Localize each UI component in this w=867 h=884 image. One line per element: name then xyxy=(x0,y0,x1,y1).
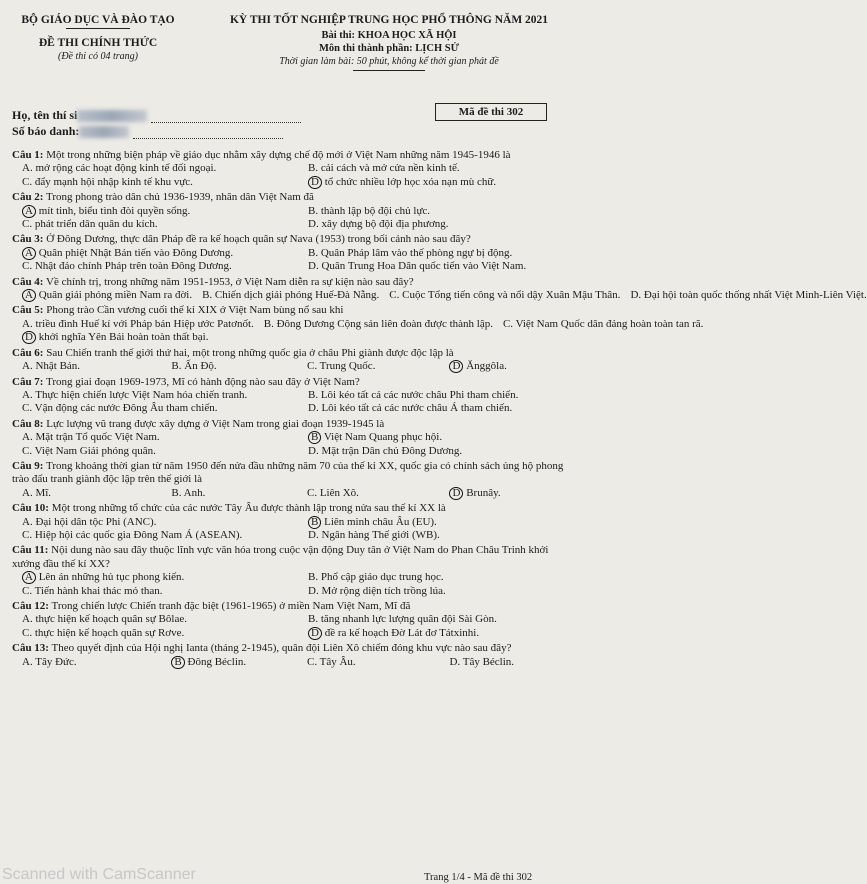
answer-option-text: Đông Béclin. xyxy=(184,655,247,668)
answer-option-text: tổ chức nhiều lớp học xóa nạn mù chữ. xyxy=(321,175,497,188)
question-number: Câu 11: xyxy=(12,544,49,557)
answer-option xyxy=(439,487,578,500)
question-text: Nội dung nào sau đây thuộc lĩnh vực văn hóa trong cuộc vận động Duy tân ở Việt Nam do Phan Châu Trinh khởi xướng đầu thế kỉ XX? xyxy=(12,544,549,570)
answer-option: B. Đông Dương Cộng sản liên đoàn được thành lập. xyxy=(263,317,493,330)
answer-option: A. Thực hiện chiến lược Việt Nam hóa chiến tranh. xyxy=(22,388,248,401)
answer-option: C. phát triển dân quân du kích. xyxy=(22,218,158,231)
question-number: Câu 8: xyxy=(12,417,44,430)
question-text: Theo quyết định của Hội nghị Ianta (tháng 2-1945), quân đội Liên Xô chiếm đóng khu vực nào sau đây? xyxy=(51,642,512,655)
question xyxy=(12,600,578,640)
circled-answer-letter: A xyxy=(22,289,36,302)
question-number: Câu 12: xyxy=(12,600,49,612)
question-stem xyxy=(12,191,578,204)
question xyxy=(12,149,578,189)
answer-option-text: Quân giải phóng miền Nam ra đời. xyxy=(35,289,193,302)
answer-option: D. Mở rộng diện tích trồng lúa. xyxy=(308,584,446,597)
name-dotted-line xyxy=(151,122,301,123)
question-number: Câu 4: xyxy=(12,275,44,288)
answer-option: D. Ngân hàng Thế giới (WB). xyxy=(308,528,440,541)
official-label: ĐỀ THI CHÍNH THỨC xyxy=(38,37,158,49)
answer-option: A. Mĩ. xyxy=(22,486,52,499)
answer-option: D. Lôi kéo tất cả các nước châu Á tham chiến. xyxy=(308,402,513,415)
question-text: Lực lượng vũ trang được xây dựng ở Việt Nam trong giai đoạn 1939-1945 là xyxy=(46,417,385,430)
question-stem xyxy=(12,544,578,571)
circled-answer-letter: D xyxy=(449,360,463,373)
question-stem xyxy=(12,276,578,289)
circled-answer-letter: A xyxy=(22,247,36,260)
answer-option: C. Việt Nam Giải phóng quân. xyxy=(22,444,156,457)
redacted-name xyxy=(77,110,147,122)
scanner-watermark: Scanned with CamScanner xyxy=(2,866,196,883)
question-text: Ở Đông Dương, thực dân Pháp đề ra kế hoạch quân sự Nava (1953) trong bối cảnh nào sau đây? xyxy=(46,233,471,246)
answer-option xyxy=(298,176,578,189)
answer-option xyxy=(439,360,578,373)
answer-option: C. Vận động các nước Đông Âu tham chiến. xyxy=(22,402,218,415)
answer-option: A. triều đình Huế kí với Pháp bản Hiệp ước Patơnốt. xyxy=(22,317,254,330)
answer-option: C. đẩy mạnh hội nhập kinh tế khu vực. xyxy=(22,175,193,188)
question-number: Câu 1: xyxy=(12,149,44,161)
candidate-id-row xyxy=(12,124,283,139)
answer-option-text: Lên án những hủ tục phong kiến. xyxy=(35,571,185,584)
question-text: Trong giai đoạn 1969-1973, Mĩ có hành động nào sau đây ở Việt Nam? xyxy=(46,375,360,388)
question-text: Về chính trị, trong những năm 1951-1953, ở Việt Nam diễn ra sự kiện nào sau đây? xyxy=(46,275,414,288)
question-text: Phong trào Cần vương cuối thế kỉ XIX ở Việt Nam bùng nổ sau khi xyxy=(46,304,344,317)
option-list xyxy=(12,247,578,274)
option-list xyxy=(12,613,578,640)
candidate-name-label: Họ, tên thí si xyxy=(12,108,78,122)
question xyxy=(12,544,578,598)
id-dotted-line xyxy=(133,138,283,139)
question-text: Trong chiến lược Chiến tranh đặc biệt (1961-1965) ở miền Nam Việt Nam, Mĩ đã xyxy=(51,600,411,612)
option-list xyxy=(12,389,578,416)
answer-option xyxy=(12,247,292,260)
question-number: Câu 7: xyxy=(12,375,44,388)
answer-option xyxy=(12,289,192,301)
question-text: Một trong những biện pháp về giáo dục nhằm xây dựng chế độ mới ở Việt Nam những năm 1945-1946 là xyxy=(46,149,511,161)
option-list xyxy=(12,656,578,669)
answer-option xyxy=(161,656,293,669)
header-right xyxy=(196,14,582,71)
circled-answer-letter: D xyxy=(22,331,36,344)
question xyxy=(12,460,578,500)
answer-option-text: Quân phiệt Nhật Bản tiến vào Đông Dương. xyxy=(35,246,234,259)
question xyxy=(12,418,578,458)
answer-option: D. Mặt trận Dân chủ Đông Dương. xyxy=(308,444,463,457)
question-stem xyxy=(12,600,578,613)
candidate-id-label: Số báo danh: xyxy=(12,124,80,138)
question-text: Sau Chiến tranh thế giới thứ hai, một trong những quốc gia ở châu Phi giành được độc lập là xyxy=(46,346,454,359)
answer-option: A. thực hiện kế hoạch quân sự Bôlae. xyxy=(22,613,187,626)
answer-option: C. Tiến hành khai thác mỏ than. xyxy=(22,584,163,597)
answer-option-text: Ănggôla. xyxy=(463,360,507,373)
answer-option: B. cải cách và mở cửa nền kinh tế. xyxy=(308,162,460,175)
answer-option xyxy=(12,571,292,584)
answer-option: D. Tây Béclin. xyxy=(449,655,515,668)
exam-code-box: Mã đề thi 302 xyxy=(435,103,547,121)
question-number: Câu 6: xyxy=(12,346,44,359)
question-stem xyxy=(12,347,578,360)
page-footer: Trang 1/4 - Mã đề thi 302 xyxy=(424,872,533,883)
answer-option: C. Liên Xô. xyxy=(306,486,359,499)
question-stem xyxy=(12,460,578,487)
question-stem xyxy=(12,149,578,162)
circled-answer-letter: A xyxy=(22,571,36,584)
answer-option: A. Nhật Bản. xyxy=(22,360,81,373)
question-stem xyxy=(12,418,578,431)
answer-option xyxy=(298,431,578,444)
answer-option: D. Quân Trung Hoa Dân quốc tiến vào Việt Nam. xyxy=(308,260,527,273)
ministry-name: BỘ GIÁO DỤC VÀ ĐÀO TẠO xyxy=(21,14,175,26)
question xyxy=(12,642,578,669)
answer-option: C. Tây Âu. xyxy=(306,655,356,668)
question-number: Câu 2: xyxy=(12,191,44,204)
question-stem xyxy=(12,502,578,515)
question-stem xyxy=(12,233,578,246)
answer-option xyxy=(298,516,578,529)
question-text: Trong khoảng thời gian từ năm 1950 đến nửa đầu những năm 70 của thế kỉ XX, quốc gia có chính sách ủng hộ phong trào đấu tranh giành độc lập trên thế giới là xyxy=(12,459,564,486)
circled-answer-letter: A xyxy=(22,205,36,218)
answer-option xyxy=(12,205,292,218)
question-stem xyxy=(12,642,578,655)
question xyxy=(12,275,867,303)
circled-answer-letter: D xyxy=(308,176,322,189)
question-number: Câu 13: xyxy=(12,642,49,655)
exam-title: KỲ THI TỐT NGHIỆP TRUNG HỌC PHỔ THÔNG NĂM 2021 xyxy=(229,14,549,26)
answer-option: B. Chiến dịch giải phóng Huế-Đà Nẵng. xyxy=(202,289,380,302)
question-number: Câu 5: xyxy=(12,304,44,317)
answer-option: B. tăng nhanh lực lượng quân đội Sài Gòn. xyxy=(308,613,497,626)
answer-option: A. mở rộng các hoạt động kinh tế đối ngoại. xyxy=(22,162,217,175)
question-stem xyxy=(12,376,578,389)
question-text: Trong phong trào dân chủ 1936-1939, nhân dân Việt Nam đã xyxy=(46,191,314,204)
option-list xyxy=(12,360,578,373)
option-list xyxy=(12,289,867,302)
question-number: Câu 3: xyxy=(12,233,44,246)
answer-option-text: Việt Nam Quang phục hội. xyxy=(321,431,443,444)
option-list xyxy=(12,317,704,345)
question-number: Câu 9: xyxy=(12,459,44,472)
option-list xyxy=(12,205,578,232)
answer-option: D. Đại hội toàn quốc thống nhất Việt Minh-Liên Việt. xyxy=(630,289,867,302)
answer-option-text: Liên minh châu Âu (EU). xyxy=(321,515,437,528)
answer-option: C. Việt Nam Quốc dân đảng hoàn toàn tan rã. xyxy=(502,317,704,330)
circled-answer-letter: D xyxy=(308,627,322,640)
header-left xyxy=(8,14,188,62)
option-list xyxy=(12,162,578,189)
option-list xyxy=(12,516,578,543)
candidate-name-row xyxy=(12,108,301,123)
redacted-id xyxy=(79,126,129,138)
question-number: Câu 10: xyxy=(12,502,49,515)
answer-option-text: Brunây. xyxy=(463,486,501,499)
question-list xyxy=(12,149,867,671)
answer-option: C. thực hiện kế hoạch quân sự Rơve. xyxy=(22,626,185,639)
circled-answer-letter: B xyxy=(171,656,184,669)
question xyxy=(12,233,578,273)
circled-answer-letter: B xyxy=(308,431,321,444)
answer-option xyxy=(12,331,208,343)
question xyxy=(12,347,578,374)
subject-line: Bài thi: KHOA HỌC XÃ HỘI xyxy=(321,30,457,41)
answer-option: B. Phổ cập giáo dục trung học. xyxy=(308,571,444,584)
component-line: Môn thi thành phần: LỊCH SỬ xyxy=(319,43,459,54)
page-count: (Đề thi có 04 trang) xyxy=(58,51,138,62)
option-list xyxy=(12,571,578,598)
answer-option: A. Mặt trận Tổ quốc Việt Nam. xyxy=(22,431,160,444)
option-list xyxy=(12,431,578,458)
question xyxy=(12,502,578,542)
circled-answer-letter: B xyxy=(308,516,321,529)
answer-option: D. xây dựng bộ đội địa phương. xyxy=(308,218,449,231)
answer-option-text: đề ra kế hoạch Đờ Lát đơ Tátxinhi. xyxy=(321,626,480,639)
answer-option: B. Ấn Độ. xyxy=(171,360,217,373)
option-list xyxy=(12,487,578,500)
answer-option: B. Anh. xyxy=(171,486,206,499)
answer-option: A. Tây Đức. xyxy=(22,655,77,668)
answer-option: B. Quân Pháp lâm vào thế phòng ngự bị động. xyxy=(308,246,513,259)
header-rule-right xyxy=(353,70,425,71)
answer-option: C. Hiệp hội các quốc gia Đông Nam Á (ASEAN). xyxy=(22,528,243,541)
question-stem xyxy=(12,304,578,317)
question xyxy=(12,376,578,416)
question-text: Một trong những tổ chức của các nước Tây Âu được thành lập trong nửa sau thế kỉ XX là xyxy=(51,502,446,515)
answer-option: B. thành lập bộ đội chủ lực. xyxy=(308,204,431,217)
circled-answer-letter: D xyxy=(449,487,463,500)
answer-option: C. Cuộc Tổng tiến công và nổi dậy Xuân Mậu Thân. xyxy=(389,289,621,302)
answer-option: C. Nhật đảo chính Pháp trên toàn Đông Dương. xyxy=(22,260,232,273)
answer-option: C. Trung Quốc. xyxy=(306,360,376,373)
answer-option-text: khởi nghĩa Yên Bái hoàn toàn thất bại. xyxy=(35,331,209,344)
header-rule-left xyxy=(66,28,130,29)
answer-option-text: mít tinh, biểu tình đòi quyền sống. xyxy=(35,204,191,217)
question xyxy=(12,304,704,344)
answer-option: A. Đại hội dân tộc Phi (ANC). xyxy=(22,515,157,528)
question xyxy=(12,191,578,231)
answer-option: B. Lôi kéo tất cả các nước châu Phi tham chiến. xyxy=(308,388,519,401)
answer-option xyxy=(298,627,578,640)
time-line: Thời gian làm bài: 50 phút, không kể thời gian phát đề xyxy=(279,56,499,67)
